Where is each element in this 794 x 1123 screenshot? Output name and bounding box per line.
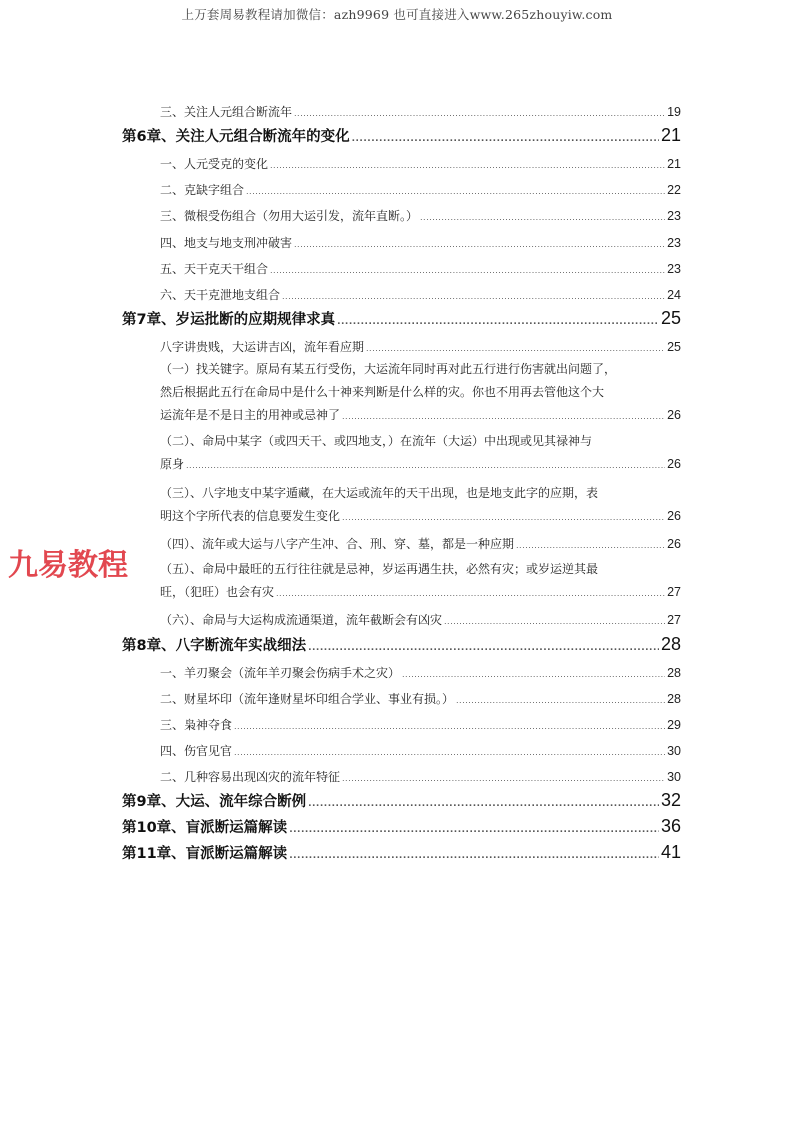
toc-chapter[interactable]: [122, 634, 681, 655]
toc-entry-page: 23: [667, 236, 681, 250]
toc-entry-page: 25: [667, 340, 681, 354]
toc-entry[interactable]: [160, 207, 681, 224]
dot-leader: [342, 774, 665, 783]
dot-leader: [516, 534, 665, 557]
toc-entry-title: 二、财星坏印（流年逢财星坏印组合学业、事业有损。）: [160, 692, 455, 706]
toc-entry-title: 四、地支与地支刑冲破害: [160, 236, 293, 250]
toc-chapter[interactable]: [122, 308, 681, 329]
toc-entry-page: 23: [667, 262, 681, 276]
toc-entry-line: 运流年是不是日主的用神或忌神了: [160, 408, 341, 422]
toc-entry[interactable]: [160, 103, 681, 120]
toc-entry-title: 三、枭神夺食: [160, 718, 233, 732]
toc-entry-page: 23: [667, 209, 681, 223]
toc-entry-line: 然后根据此五行在命局中是什么十神来判断是什么样的灾。你也不用再去管他这个大: [160, 385, 605, 399]
toc-entry-page: 22: [667, 183, 681, 197]
dot-leader: [337, 317, 659, 327]
toc-chapter-title: 第6章、关注人元组合断流年的变化: [122, 129, 350, 145]
toc-entry-title: 一、人元受克的变化: [160, 157, 269, 171]
toc-entry-title: 二、几种容易出现凶灾的流年特征: [160, 770, 341, 784]
dot-leader: [186, 454, 665, 477]
toc-chapter-page: 41: [660, 842, 681, 862]
toc-chapter-title: 第8章、八字断流年实战细法: [122, 638, 307, 654]
toc-entry-title: 三、微根受伤组合（勿用大运引发，流年直断。）: [160, 209, 419, 223]
dot-leader: [342, 506, 665, 529]
toc-entry-page: 27: [667, 613, 681, 627]
toc-entry-title: 六、天干克泄地支组合: [160, 288, 281, 302]
toc-entry-page: 28: [667, 692, 681, 706]
toc-entry-title: 四、伤官见官: [160, 744, 233, 758]
dot-leader: [234, 722, 665, 731]
dot-leader: [294, 109, 665, 118]
toc-entry-title: 一、羊刃聚会（流年羊刃聚会伤病手术之灾）: [160, 666, 401, 680]
toc-entry[interactable]: [160, 664, 681, 681]
toc-entry-page: 29: [667, 718, 681, 732]
toc-chapter-page: 32: [660, 790, 681, 810]
toc-entry-page: 24: [667, 288, 681, 302]
dot-leader: [456, 696, 665, 705]
toc-entry-page: 26: [667, 457, 681, 471]
toc-entry-title: 五、天干克天干组合: [160, 262, 269, 276]
toc-entry-line: （一）找关键字。原局有某五行受伤，大运流年同时再对此五行进行伤害就出问题了，: [160, 362, 617, 376]
toc-entry-page: 28: [667, 666, 681, 680]
dot-leader: [289, 825, 659, 835]
toc-entry-multiline[interactable]: [160, 358, 681, 428]
dot-leader: [352, 134, 659, 144]
toc-chapter[interactable]: [122, 790, 681, 811]
toc-chapter-page: 36: [660, 816, 681, 836]
toc-entry-page: 19: [667, 105, 681, 119]
toc-entry-page: 26: [667, 408, 681, 422]
toc-entry-page: 26: [667, 509, 681, 523]
toc-entry[interactable]: [160, 260, 681, 277]
toc-chapter-title: 第11章、盲派断运篇解读: [122, 846, 288, 862]
toc-entry-line: 原身: [160, 457, 185, 471]
toc-entry[interactable]: [160, 286, 681, 303]
dot-leader: [234, 748, 665, 757]
toc-entry-multiline[interactable]: [160, 430, 681, 477]
toc-entry[interactable]: [160, 690, 681, 707]
toc-entry[interactable]: [160, 742, 681, 759]
dot-leader: [366, 344, 665, 353]
toc-chapter-page: 21: [660, 125, 681, 145]
toc-entry-multiline[interactable]: [160, 558, 681, 605]
toc-entry[interactable]: [160, 338, 681, 355]
toc-entry-line: （二）、命局中某字（或四天干、或四地支，）在流年（大运）中出现或见其禄神与: [160, 434, 593, 448]
toc-chapter-title: 第9章、大运、流年综合断例: [122, 794, 307, 810]
dot-leader: [420, 213, 665, 222]
toc-entry-multiline[interactable]: [160, 533, 681, 557]
dot-leader: [276, 582, 665, 605]
toc-entry[interactable]: [160, 716, 681, 733]
toc-entry-title: 八字讲贵贱，大运讲吉凶，流年看应期: [160, 340, 365, 354]
toc-entry-line: （六）、命局与大运构成流通渠道，流年截断会有凶灾: [160, 613, 443, 627]
dot-leader: [402, 670, 665, 679]
toc-chapter-title: 第7章、岁运批断的应期规律求真: [122, 312, 336, 328]
dot-leader: [342, 405, 665, 428]
dot-leader: [270, 266, 665, 275]
dot-leader: [270, 161, 665, 170]
toc-entry-line: 旺，（犯旺）也会有灾: [160, 585, 275, 599]
dot-leader: [289, 851, 659, 861]
toc-entry-line: （四）、流年或大运与八字产生冲、合、刑、穿、墓，都是一种应期: [160, 537, 515, 551]
toc-entry-title: 三、关注人元组合断流年: [160, 105, 293, 119]
toc-entry-line: （五）、命局中最旺的五行往往就是忌神，岁运再遇生扶，必然有灾；或岁运逆其最: [160, 562, 599, 576]
toc-entry-page: 30: [667, 744, 681, 758]
watermark-logo: 九易教程: [8, 548, 128, 583]
page-header-banner: 上万套周易教程请加微信：azh9969 也可直接进入www.265zhouyiw.com: [181, 7, 613, 22]
dot-leader: [308, 799, 659, 809]
dot-leader: [308, 643, 659, 653]
toc-chapter[interactable]: [122, 842, 681, 863]
toc-entry-line: （三）、八字地支中某字遁藏，在大运或流年的天干出现，也是地支此字的应期，表: [160, 486, 599, 500]
toc-chapter-title: 第10章、盲派断运篇解读: [122, 820, 288, 836]
toc-entry[interactable]: [160, 768, 681, 785]
toc-entry[interactable]: [160, 181, 681, 198]
toc-entry[interactable]: [160, 234, 681, 251]
toc-chapter-page: 25: [660, 308, 681, 328]
dot-leader: [246, 187, 665, 196]
toc-chapter[interactable]: [122, 125, 681, 146]
toc-chapter[interactable]: [122, 816, 681, 837]
dot-leader: [444, 610, 665, 633]
toc-entry[interactable]: [160, 155, 681, 172]
dot-leader: [294, 240, 665, 249]
toc-entry-page: 30: [667, 770, 681, 784]
toc-entry-page: 26: [667, 537, 681, 551]
toc-entry-title: 二、克缺字组合: [160, 183, 245, 197]
dot-leader: [282, 292, 665, 301]
toc-entry-page: 27: [667, 585, 681, 599]
toc-chapter-page: 28: [660, 634, 681, 654]
toc-entry-multiline[interactable]: [160, 482, 681, 529]
toc-entry-line: 明这个字所代表的信息要发生变化: [160, 509, 341, 523]
toc-entry-page: 21: [667, 157, 681, 171]
toc-entry-multiline[interactable]: [160, 609, 681, 633]
